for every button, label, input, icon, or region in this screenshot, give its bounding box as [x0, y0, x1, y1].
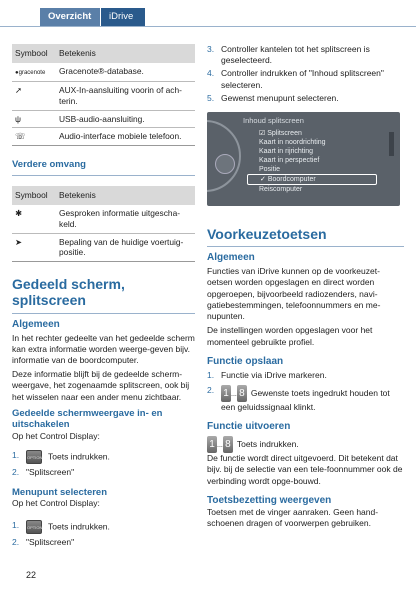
table-row [12, 128, 195, 146]
screen-title: Inhoud splitscreen [243, 116, 304, 126]
preset-key-8: 8 [223, 436, 233, 453]
table-row [12, 205, 195, 233]
sub-heading: Toetsbezetting weergeven [207, 494, 332, 506]
symbol-table-2 [12, 186, 195, 263]
paragraph: Functies van iDrive kunnen op de voorkeuzet-oetsen worden opgeslagen en direct worden opgeroepen, bijvoorbeeld radiozenders, navi-gatiebestemmingen, telefoonnummers en me-nupunten. [207, 266, 381, 322]
list-item: 1. OPTION Toets indrukken. [12, 520, 195, 534]
sub-heading: Gedeelde schermweergave in- en uitschakelen [12, 407, 163, 431]
symbol-table [12, 44, 195, 146]
usb-icon: ψ [15, 113, 21, 124]
split-indicator [389, 132, 394, 156]
col-symbol-header: Symbool [12, 44, 56, 63]
list-item: 2. "Splitscreen" [12, 466, 75, 477]
preset-key-1: 1 [207, 436, 217, 453]
paragraph: Op het Control Display: [12, 430, 100, 441]
right-column [207, 44, 404, 529]
preset-key-8: 8 [237, 385, 247, 402]
preset-key-1: 1 [221, 385, 231, 402]
table-row [12, 233, 195, 262]
list-item: 2. "Splitscreen" [12, 536, 75, 547]
sub-heading: Menupunt selecteren [12, 487, 108, 499]
list-item: 2. 1 ... 8 Gewenste toets ingedrukt houden tot een geluidssignaal klinkt. [207, 384, 390, 412]
table-row [12, 63, 195, 81]
list-item: 5. Gewenst menupunt selecteren. [207, 92, 339, 103]
control-display-screenshot [207, 112, 400, 206]
screen-menu [247, 129, 377, 194]
table-row [12, 81, 195, 110]
page-number: 22 [26, 570, 37, 580]
check-icon: ✓ [260, 176, 266, 184]
table-cell: Gesproken informatie uitgescha-keld. [56, 205, 195, 233]
list-item: 1. OPTION Toets indrukken. [12, 450, 195, 464]
list-item: 1. Functie via iDrive markeren. [207, 369, 327, 380]
table-cell: Audio-interface mobiele telefoon. [56, 128, 195, 146]
section-title: Gedeeld scherm, splitscreen [12, 276, 125, 309]
phone-audio-icon: ☏ [15, 131, 26, 142]
col-meaning-header: Betekenis [56, 186, 195, 205]
paragraph: Toetsen met de vinger aanraken. Geen hand-schoenen dragen of voorwerpen gebruiken. [207, 506, 379, 529]
section-title: Voorkeuzetoetsen [207, 226, 327, 243]
menu-item[interactable]: Positie [259, 166, 281, 174]
tab-overzicht[interactable]: Overzicht [40, 8, 100, 26]
list-item: 3. Controller kantelen tot het splitscreen is geselecteerd. [207, 44, 370, 66]
menu-item[interactable]: Kaart in rijrichting [259, 148, 314, 156]
table-cell: AUX-In-aansluiting voorin of ach-terin. [56, 81, 195, 110]
tab-idrive[interactable]: iDrive [101, 8, 145, 26]
option-button-icon: OPTION [26, 520, 42, 534]
sub-heading: Algemeen [12, 318, 60, 330]
option-button-icon: OPTION [26, 450, 42, 464]
paragraph: Deze informatie blijft bij de gedeelde scherm-weergave, het zogenaamde splitscreen, ook bij het wisselen naar een ander menu zichtbaar. [12, 369, 190, 402]
sub-heading: Functie uitvoeren [207, 421, 291, 433]
paragraph: De instellingen worden opgeslagen voor het momenteel gebruikte profiel. [207, 325, 373, 347]
paragraph: De functie wordt direct uitgevoerd. Dit betekent dat bijv. bij de selectie van een tele-foonnummer ook de verbinding wordt opge-bouwd. [207, 453, 403, 486]
voice-command-icon: ✱ [15, 207, 23, 218]
controller-knob-icon [215, 154, 235, 174]
paragraph: Op het Control Display: [12, 498, 100, 509]
menu-item-selected[interactable]: ✓ Boordcomputer [247, 174, 377, 185]
list-item: 4. Controller indrukken of "Inhoud splitscreen" selecteren. [207, 68, 384, 90]
col-symbol-header: Symbool [12, 186, 56, 205]
menu-item-splitscreen[interactable]: ☑ Splitscreen [259, 130, 302, 138]
table-cell: Bepaling van de huidige voertuig-positie. [56, 233, 195, 262]
gracenote-logo: ●gracenote [15, 69, 46, 76]
col-meaning-header: Betekenis [56, 44, 195, 63]
table-cell: Gracenote®-database. [56, 63, 195, 81]
page-header [0, 0, 416, 32]
paragraph: In het rechter gedeelte van het gedeelde scherm kan extra informatie worden weerge-geven bijv. informatie van de boordcomputer. [12, 332, 195, 365]
section-heading: Verdere omvang [12, 159, 86, 171]
menu-item[interactable]: Kaart in perspectief [259, 157, 320, 165]
preset-keys-row: 1 ... 8 Toets indrukken. [207, 436, 404, 453]
sub-heading: Algemeen [207, 252, 255, 264]
checkbox-icon: ☑ [259, 130, 266, 138]
header-divider [0, 26, 416, 27]
table-cell: USB-audio-aansluiting. [56, 110, 195, 128]
menu-item[interactable]: Kaart in noordrichting [259, 139, 326, 147]
menu-item[interactable]: Reiscomputer [259, 186, 303, 194]
table-row [12, 110, 195, 128]
aux-plug-icon: ➚ [15, 84, 23, 95]
sub-heading: Functie opslaan [207, 355, 284, 367]
location-icon: ➤ [15, 236, 23, 247]
left-column [12, 44, 195, 548]
